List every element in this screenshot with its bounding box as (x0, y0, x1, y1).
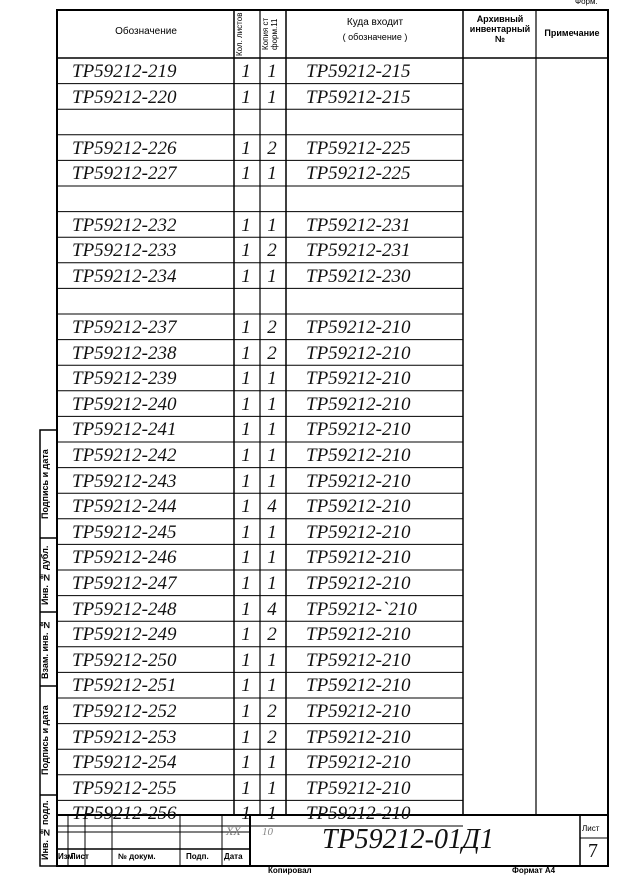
row-copies: 1 (267, 675, 277, 697)
header-designation: Обозначение (115, 26, 177, 37)
sheet-number: 7 (588, 840, 598, 862)
row-where-used: ТР59212-210 (306, 368, 411, 390)
row-sheets-count: 1 (241, 726, 251, 748)
row-copies: 1 (267, 265, 277, 287)
row-copies: 1 (267, 368, 277, 390)
row-where-used: ТР59212-210 (306, 470, 411, 492)
row-copies: 1 (267, 752, 277, 774)
row-designation: ТР59212-234 (72, 265, 177, 287)
row-sheets-count: 1 (241, 752, 251, 774)
row-copies: 2 (267, 726, 277, 748)
tb-col-signature: Подп. (186, 852, 209, 861)
row-sheets-count: 1 (241, 214, 251, 236)
row-designation: ТР59212-233 (72, 240, 177, 262)
table-row (0, 800, 618, 826)
row-copies: 2 (267, 317, 277, 338)
row-sheets-count: 1 (241, 419, 251, 441)
row-sheets-count: 1 (241, 265, 251, 287)
table-row (0, 647, 618, 673)
row-designation: ТР59212-241 (72, 419, 177, 441)
row-where-used: ТР59212-210 (306, 445, 411, 466)
row-sheets-count: 1 (241, 240, 251, 262)
copied-label: Копировал (268, 866, 312, 875)
table-row (0, 237, 618, 263)
row-designation: ТР59212-219 (72, 61, 177, 82)
row-copies: 1 (267, 86, 277, 108)
table-row (0, 493, 618, 519)
row-where-used: ТР59212-231 (306, 240, 411, 262)
table-row (0, 775, 618, 801)
row-copies: 1 (267, 61, 277, 82)
corner-mark: Форм. (575, 0, 598, 6)
row-sheets-count: 1 (241, 496, 251, 518)
table-row (0, 84, 618, 110)
row-where-used: ТР59212-225 (306, 163, 411, 185)
table-row (0, 391, 618, 417)
row-copies: 1 (267, 419, 277, 441)
row-copies: 1 (267, 470, 277, 492)
side-label-replaced-inv: Взам. инв. № (40, 619, 50, 679)
row-designation: ТР59212-242 (72, 445, 177, 466)
row-copies: 1 (267, 777, 277, 799)
row-designation: ТР59212-240 (72, 393, 177, 415)
row-where-used: ТР59212-210 (306, 393, 411, 415)
row-where-used: ТР59212-210 (306, 649, 411, 671)
row-designation: ТР59212-249 (72, 624, 177, 646)
row-designation: ТР59212-246 (72, 547, 177, 569)
format-label: Формат А4 (512, 866, 556, 875)
row-where-used: ТР59212-210 (306, 777, 411, 799)
tb-col-sheet: Лист (70, 852, 89, 861)
row-copies: 2 (267, 342, 277, 364)
row-sheets-count: 1 (241, 777, 251, 799)
document-number: ТР59212-01Д1 (322, 824, 494, 855)
row-sheets-count: 1 (241, 701, 251, 722)
row-designation: ТР59212-237 (72, 317, 177, 338)
row-where-used: ТР59212-210 (306, 752, 411, 774)
header-note: Примечание (544, 28, 600, 38)
table-row (0, 468, 618, 494)
row-where-used: ТР59212-231 (306, 214, 411, 236)
row-where-used: ТР59212-210 (306, 342, 411, 364)
row-designation: ТР59212-243 (72, 470, 177, 492)
row-designation: ТР59212-244 (72, 496, 177, 518)
row-copies: 1 (267, 393, 277, 415)
header-archive: Архивный инвентарный № (469, 14, 531, 44)
row-sheets-count: 1 (241, 521, 251, 543)
row-sheets-count: 1 (241, 317, 251, 338)
header-sheets-count: Кол. листов (235, 12, 244, 56)
row-where-used: ТР59212-210 (306, 803, 411, 825)
row-where-used: ТР59212-210 (306, 624, 411, 646)
tb-col-doc-no: № докум. (118, 852, 156, 861)
table-row (0, 442, 618, 468)
row-designation: ТР59212-226 (72, 137, 177, 159)
table-row (0, 365, 618, 391)
row-where-used: ТР59212-210 (306, 726, 411, 748)
header-copies: Копия ст форм.11 (261, 17, 279, 51)
row-copies: 1 (267, 445, 277, 466)
row-designation: ТР59212-250 (72, 649, 177, 671)
row-designation: ТР59212-252 (72, 701, 177, 722)
row-sheets-count: 1 (241, 61, 251, 82)
table-row (0, 186, 618, 212)
row-sheets-count: 1 (241, 163, 251, 185)
row-copies: 1 (267, 214, 277, 236)
table-row (0, 135, 618, 161)
table-row (0, 724, 618, 750)
row-sheets-count: 1 (241, 445, 251, 466)
row-sheets-count: 1 (241, 803, 251, 825)
row-where-used: ТР59212-215 (306, 61, 411, 82)
tb-col-date: Дата (224, 852, 243, 861)
table-row (0, 621, 618, 647)
row-where-used: ТР59212-210 (306, 675, 411, 697)
row-designation: ТР59212-245 (72, 521, 177, 543)
row-designation: ТР59212-232 (72, 214, 177, 236)
table-row (0, 544, 618, 570)
row-sheets-count: 1 (241, 137, 251, 159)
table-row (0, 109, 618, 135)
table-row (0, 519, 618, 545)
row-copies: 2 (267, 701, 277, 722)
table-row (0, 314, 618, 340)
row-designation: ТР59212-238 (72, 342, 177, 364)
table-row (0, 340, 618, 366)
row-designation: ТР59212-254 (72, 752, 177, 774)
row-sheets-count: 1 (241, 86, 251, 108)
row-sheets-count: 1 (241, 675, 251, 697)
row-copies: 2 (267, 137, 277, 159)
table-row (0, 570, 618, 596)
row-copies: 1 (267, 649, 277, 671)
side-label-signature-date-1: Подпись и дата (40, 449, 50, 519)
row-designation: ТР59212-239 (72, 368, 177, 390)
row-where-used: ТР59212-210 (306, 419, 411, 441)
row-sheets-count: 1 (241, 598, 251, 620)
row-where-used: ТР59212-210 (306, 547, 411, 569)
table-row (0, 160, 618, 186)
row-where-used: ТР59212-210 (306, 317, 411, 338)
row-sheets-count: 1 (241, 573, 251, 594)
row-copies: 1 (267, 521, 277, 543)
side-label-dup-inv: Инв. № дубл. (40, 545, 50, 605)
table-row (0, 749, 618, 775)
table-row (0, 672, 618, 698)
row-copies: 1 (267, 573, 277, 594)
row-copies: 4 (267, 496, 277, 518)
row-where-used: ТР59212-210 (306, 701, 411, 722)
sheet-label: Лист (582, 824, 600, 833)
row-copies: 1 (267, 163, 277, 185)
row-designation: ТР59212-227 (72, 163, 177, 185)
table-row (0, 58, 618, 84)
row-copies: 4 (267, 598, 277, 620)
row-sheets-count: 1 (241, 624, 251, 646)
row-designation: ТР59212-256 (72, 803, 177, 825)
row-designation: ТР59212-251 (72, 675, 177, 697)
side-label-signature-date-2: Подпись и дата (40, 705, 50, 776)
header-where-used-sub: ( обозначение ) (342, 32, 408, 42)
row-designation: ТР59212-253 (72, 726, 177, 748)
tb-stamp-mark-2: 10 (262, 826, 273, 838)
tb-stamp-mark-1: ХХ (226, 824, 241, 838)
row-sheets-count: 1 (241, 547, 251, 569)
row-copies: 2 (267, 624, 277, 646)
row-designation: ТР59212-255 (72, 777, 177, 799)
table-row (0, 596, 618, 622)
row-copies: 2 (267, 240, 277, 262)
row-where-used: ТР59212-230 (306, 265, 411, 287)
row-copies: 1 (267, 803, 277, 825)
table-row (0, 416, 618, 442)
row-sheets-count: 1 (241, 649, 251, 671)
table-row (0, 263, 618, 289)
row-where-used: ТР59212-210 (306, 521, 411, 543)
row-where-used: ТР59212-210 (306, 573, 411, 594)
row-where-used: ТР59212-215 (306, 86, 411, 108)
table-row (0, 288, 618, 314)
row-designation: ТР59212-247 (72, 573, 177, 594)
row-where-used: ТР59212-210 (306, 496, 411, 518)
row-sheets-count: 1 (241, 470, 251, 492)
tb-col-change: Изм (58, 852, 74, 861)
row-sheets-count: 1 (241, 342, 251, 364)
row-designation: ТР59212-220 (72, 86, 177, 108)
header-where-used: Куда входит (346, 17, 404, 28)
row-sheets-count: 1 (241, 368, 251, 390)
row-designation: ТР59212-248 (72, 598, 177, 620)
table-row (0, 698, 618, 724)
table-row (0, 212, 618, 238)
row-copies: 1 (267, 547, 277, 569)
side-label-orig-inv: Инв. № подл. (40, 800, 50, 861)
row-where-used: ТР59212-`210 (306, 598, 417, 620)
row-where-used: ТР59212-225 (306, 137, 411, 159)
row-sheets-count: 1 (241, 393, 251, 415)
